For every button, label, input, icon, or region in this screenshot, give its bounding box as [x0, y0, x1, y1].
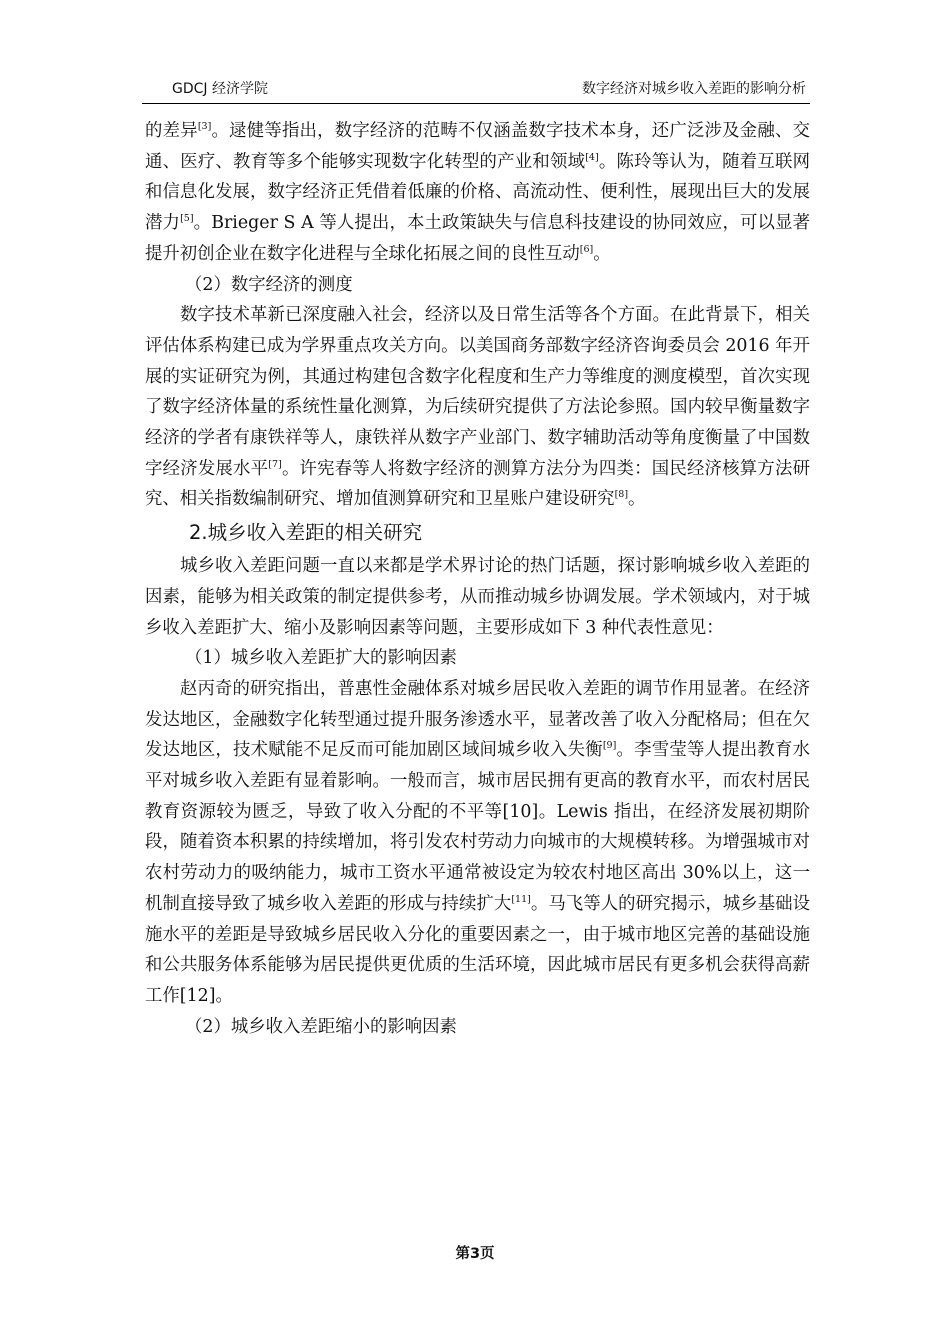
citation: [3]	[197, 121, 212, 133]
header-divider	[142, 103, 810, 104]
header-left-text: GDCJ 经济学院	[172, 81, 268, 97]
citation: [5]	[180, 213, 194, 225]
paragraph-income-gap-intro: 城乡收入差距问题一直以来都是学术界讨论的热门话题，探讨影响城乡收入差距的因素，能够为相关政策的制定提供参考，从而推动城乡协调发展。学术领域内，对于城乡收入差距扩大、缩小及影响因素等问题，主要形成如下 3 种代表性意见：	[145, 556, 810, 638]
text: 。陈玲等认为，随着互联网和信息化发展，数字经济正凭借着低廉的价格、高流动性、便利性，展现出巨大的发展潜力	[145, 151, 810, 234]
citation: [11]	[511, 894, 531, 906]
text: 。许宪春等人将数字经济的测算方法分为四类：国民经济核算方法研究、相关指数编制研究、增加值测算研究和卫星账户建设研究	[145, 458, 810, 510]
paragraph-gap-widening	[145, 674, 810, 1012]
text: 。逯健等指出，数字经济的范畴不仅涵盖数字技术本身，还广泛涉及金融、交通、医疗、教育等多个能够实现数字化转型的产业和领域	[145, 121, 810, 172]
text: 。Brieger S A 等人提出，本土政策缺失与信息科技建设的协同效应，可以显著提升初创企业在数字化进程与全球化拓展之间的良性互动	[145, 213, 810, 264]
header-right-text: 数字经济对城乡收入差距的影响分析	[582, 81, 806, 97]
text: 。	[593, 243, 611, 264]
paragraph-definition	[145, 116, 810, 270]
section-heading: 2.城乡收入差距的相关研究	[189, 521, 423, 545]
subheading-measurement: （2）数字经济的测度	[185, 274, 353, 295]
citation: [6]	[579, 244, 594, 256]
page-number: 第3页	[455, 1246, 495, 1262]
text: 的差异	[145, 121, 198, 141]
subheading-gap-narrowing: （2）城乡收入差距缩小的影响因素	[185, 1016, 457, 1037]
page-header	[142, 78, 810, 100]
text: 赵丙奇的研究指出，普惠性金融体系对城乡居民收入差距的调节作用显著。在经济发达地区，金融数字化转型通过提升服务渗透水平，显著改善了收入分配格局；但在欠发达地区，技术赋能不足反而可能加剧区域间城乡收入失衡	[145, 678, 810, 761]
subheading-gap-widening: （1）城乡收入差距扩大的影响因素	[185, 648, 457, 669]
page-body	[145, 116, 810, 1042]
citation: [4]	[585, 151, 599, 163]
text: 。	[628, 489, 646, 510]
paragraph-measurement	[145, 300, 810, 515]
text: 数字技术革新已深度融入社会，经济以及日常生活等各个方面。在此背景下，相关评估体系构建已成为学界重点攻关方向。以美国商务部数字经济咨询委员会 2016 年开展的实证研究为例，其通过构建包含数字化程度和生产力等维度的测度模型，首次实现了数字经济体量的系统性量化测算，为后续研究提供了方法论参照。国内较早衡量数字经济的学者有康铁祥等人，康铁祥从数字产业部门、数字辅助活动等角度衡量了中国数字经济发展水平	[145, 305, 810, 479]
citation: [9]	[602, 740, 617, 752]
citation: [8]	[614, 489, 629, 501]
text: 。马飞等人的研究揭示，城乡基础设施水平的差距是导致城乡居民收入分化的重要因素之一，由于城市地区完善的基础设施和公共服务体系能够为居民提供更优质的生活环境，因此城市居民有更多机会获得高薪工作[12]。	[145, 893, 810, 1006]
citation: [7]	[268, 458, 282, 470]
text: 。李雪莹等人提出教育水平对城乡收入差距有显着影响。一般而言，城市居民拥有更高的教育水平，而农村居民教育资源较为匮乏，导致了收入分配的不平等[10]。Lewis 指出，在经济发展初期阶段，随着资本积累的持续增加，将引发农村劳动力向城市的大规模转移。为增强城市对农村劳动力的吸纳能力，城市工资水平通常被设定为较农村地区高出 30%以上，这一机制直接导致了城乡收入差距的形成与持续扩大	[145, 740, 810, 914]
